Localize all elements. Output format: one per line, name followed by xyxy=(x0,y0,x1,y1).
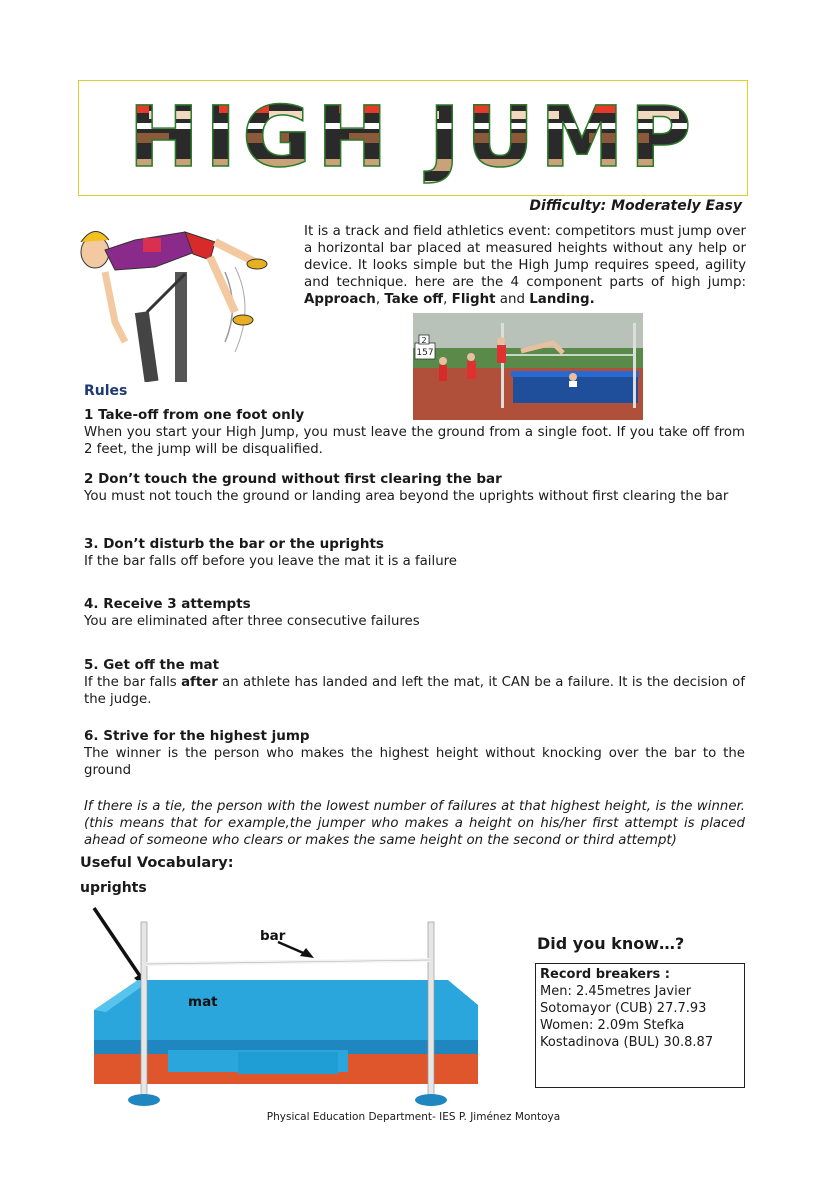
rule-text-emphasis: after xyxy=(181,675,218,690)
record-line: Sotomayor (CUB) 27.7.93 xyxy=(540,1001,707,1016)
rule-title: 6. Strive for the highest jump xyxy=(84,728,310,744)
rule-text: If the bar falls off before you leave the mat it is a failure xyxy=(84,554,457,569)
rule-title: 1 Take-off from one foot only xyxy=(84,407,305,423)
bar-label: bar xyxy=(260,928,286,944)
photo-sign-bottom: 157 xyxy=(416,348,434,358)
record-line: Kostadinova (BUL) 30.8.87 xyxy=(540,1035,714,1050)
mat-label: mat xyxy=(188,994,218,1010)
intro-separator: and xyxy=(495,292,530,307)
photo-sign-top: 2 xyxy=(421,336,427,345)
record-breakers-box xyxy=(535,963,745,1088)
high-jump-equipment-diagram xyxy=(88,900,508,1115)
rule-text: The winner is the person who makes the highest height without knocking over the bar to the ground xyxy=(84,746,745,778)
record-line: Men: 2.45metres Javier xyxy=(540,984,692,999)
athletes-photo xyxy=(413,313,643,420)
part-take-off: Take off xyxy=(384,292,444,307)
part-approach: Approach xyxy=(304,292,376,307)
jumper-cartoon-illustration xyxy=(75,212,275,382)
rule-title: 4. Receive 3 attempts xyxy=(84,596,251,612)
rules-heading: Rules xyxy=(84,383,128,399)
intro-paragraph xyxy=(304,223,746,308)
rule-text: When you start your High Jump, you must leave the ground from a single foot. If you take off from 2 feet, the jump will be disqualified. xyxy=(84,425,745,457)
rule-text-part: If the bar falls xyxy=(84,675,182,690)
title-graphic xyxy=(79,81,747,195)
intro-separator: , xyxy=(375,292,385,307)
intro-text: It is a track and field athletics event: competitors must jump over a horizontal bar placed at measured heights without any help or device. It looks simple but the High Jump requires speed, agility and technique. here are the 4 component parts of high jump: xyxy=(304,224,746,290)
did-you-know-heading: Did you know…? xyxy=(537,934,685,953)
rule-title: 5. Get off the mat xyxy=(84,657,220,673)
rule-text-part: an athlete has landed and left the mat, it CAN be a failure. It is the decision of the judge. xyxy=(84,675,745,707)
vocabulary-heading: Useful Vocabulary: xyxy=(80,855,234,871)
intro-separator: , xyxy=(443,292,452,307)
uprights-label: uprights xyxy=(80,880,147,896)
rule-title: 3. Don’t disturb the bar or the uprights xyxy=(84,536,384,552)
difficulty-label: Difficulty: Moderately Easy xyxy=(529,198,742,214)
title-banner xyxy=(78,80,748,196)
rule-title: 2 Don’t touch the ground without first clearing the bar xyxy=(84,471,502,487)
part-landing: Landing. xyxy=(529,292,595,307)
rule-text: You must not touch the ground or landing area beyond the uprights without first clearing the bar xyxy=(84,489,729,504)
rule-text: You are eliminated after three consecutive failures xyxy=(84,614,420,629)
title-text: HIGH JUMP xyxy=(128,88,698,186)
record-breakers-heading: Record breakers : xyxy=(540,967,670,982)
rule-text xyxy=(84,674,745,708)
record-line: Women: 2.09m Stefka xyxy=(540,1018,685,1033)
tie-note: If there is a tie, the person with the lowest number of failures at that highest height, is the winner. (this means that for example,the jumper who makes a height on his/her first attempt is placed ahead of someone who clears or makes the same height on the second or third attempt) xyxy=(84,799,745,848)
part-flight: Flight xyxy=(451,292,496,307)
footer: Physical Education Department- IES P. Jiménez Montoya xyxy=(266,1111,561,1123)
